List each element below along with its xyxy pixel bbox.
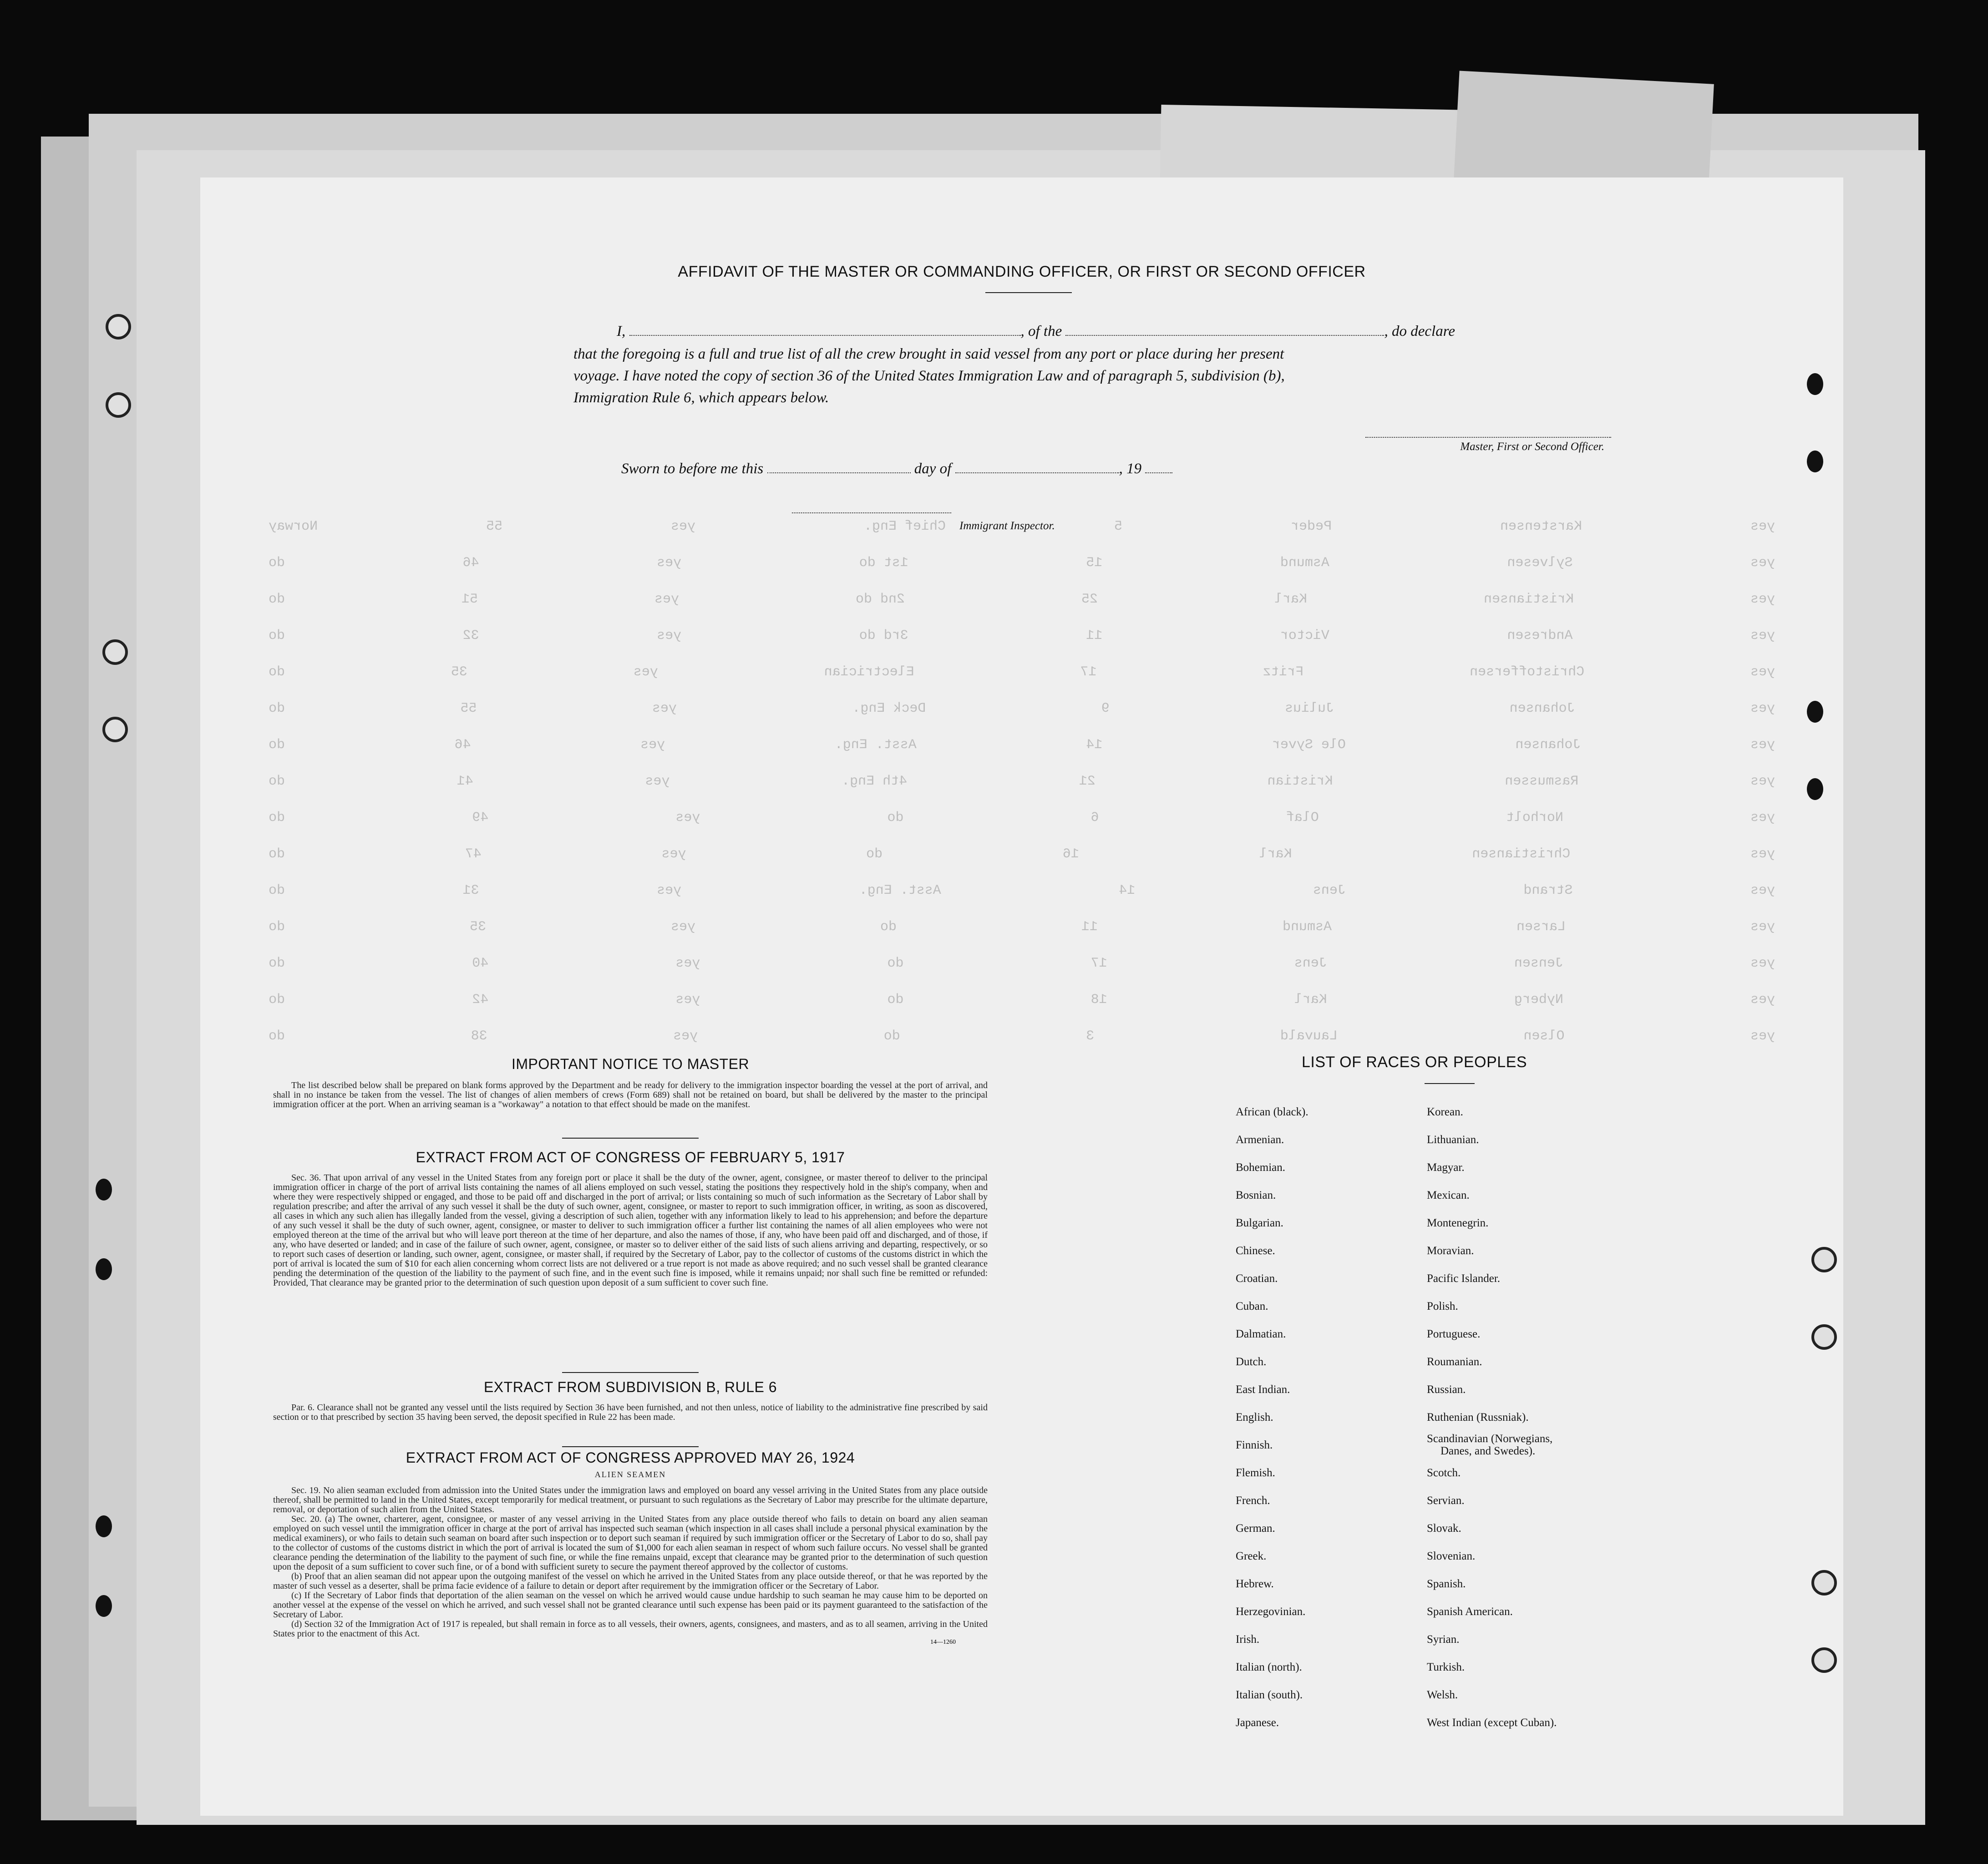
master-name-blank[interactable] — [629, 322, 1021, 336]
extract-1917-title: EXTRACT FROM ACT OF CONGRESS OF FEBRUARY 5, 1917 — [416, 1149, 845, 1165]
signature-caption: Master, First or Second Officer. — [1460, 441, 1604, 453]
back-sheet-top-corner — [1454, 71, 1714, 193]
inspector-caption: Immigrant Inspector. — [959, 520, 1055, 532]
sworn-prefix: Sworn to before me this — [621, 461, 764, 477]
race-item: Scotch. — [1427, 1467, 1461, 1479]
sworn-month-blank[interactable] — [955, 460, 1119, 473]
race-item: Flemish. — [1236, 1467, 1275, 1479]
sec20a-text: Sec. 20. (a) The owner, charterer, agent, consignee, or master of any vessel arriving in the United States from any place outside thereof who fails to detain on board any alien seaman employed on such vessel until the immigration officer in charge at the port of arrival has inspected such seaman (which inspection in all cases shall include a personal physical examination by the medical examiners), or who fails to detain such seaman on board after such inspection or to deport such seaman if required by such immigration officer or the Secretary of Labor to do so, shall pay to the collector of customs of the customs district in which the port of arrival is located the sum of $1,000 for each alien seaman in respect of whom such failure occurs. No vessel shall be granted clearance pending the determination of the liability to the payment of such fine, or while the fine remains unpaid, except that clearance may be granted prior to the determination of such question upon the deposit of a sum sufficient to cover such fine, or of a bond with sufficient surety to secure the payment thereof approved by the collector of customs. — [273, 1514, 988, 1572]
race-item: French. — [1236, 1494, 1270, 1507]
punch-hole — [1807, 451, 1823, 472]
extract-1924-section — [273, 1449, 988, 1646]
sworn-year-blank[interactable] — [1145, 460, 1172, 473]
declaration-i: I, — [617, 323, 626, 339]
sec20c-text: (c) If the Secretary of Labor finds that deportation of the alien seaman on the vessel on which he arrived would cause undue hardship to such seaman he may cause him to be deported on another vessel at the expense of the vessel on which he arrived, and such vessel shall not be granted clearance until such expense has been paid or its payment guaranteed to the satisfaction of the Secretary of Labor. — [273, 1590, 988, 1620]
sworn-day-of: day of — [914, 461, 952, 477]
punch-hole — [1811, 1247, 1837, 1272]
alien-seamen-subtitle: ALIEN SEAMEN — [594, 1470, 666, 1479]
race-item: Armenian. — [1236, 1134, 1284, 1146]
punch-hole — [1807, 701, 1823, 723]
bleed-through-text: yes Karstensen Peder 5 Chief Eng. yes 55 Norway yes Sylvesen Asmund 15 1st do yes 46 do yes Kristiansen Karl 25 2nd do yes 51 do yes Andresen Victor 11 3rd do yes 32 do yes Christoffersen Fritz 17 Electrician yes 35 do yes Johansen Julius 9 Deck Eng. yes 55 do yes Johansen Ole Syver 14 Asst. Eng. yes 46 do yes Rasmussen Kristian 21 4th Eng. yes 41 do yes Norholt Olaf 6 do yes 49 do yes Christiansen Karl 16 do yes 47 do yes Strand Jens 14 Asst. Eng. yes 31 do yes Larsen Asmund 11 do yes 35 do yes Jensen Jens 17 do yes 40 do yes Nyberg Karl 18 do yes 42 do yes Olsen Lauvald 3 do yes 38 do — [269, 519, 1775, 1044]
declaration-line-1 — [617, 322, 1455, 340]
declaration-do-declare: , do declare — [1384, 323, 1455, 339]
race-item: Italian (south). — [1236, 1689, 1303, 1701]
affidavit-title: AFFIDAVIT OF THE MASTER OR COMMANDING OFFICER, OR FIRST OR SECOND OFFICER — [678, 263, 1366, 280]
extract-1924-title: EXTRACT FROM ACT OF CONGRESS APPROVED MAY 26, 1924 — [406, 1449, 855, 1466]
punch-hole — [106, 392, 131, 418]
inspector-signature-line[interactable] — [792, 512, 951, 513]
form-page — [200, 177, 1843, 1816]
race-item: Japanese. — [1236, 1717, 1279, 1729]
punch-hole — [1811, 1570, 1837, 1596]
divider — [562, 1446, 699, 1447]
declaration-of-the: , of the — [1020, 323, 1062, 339]
punch-hole — [96, 1258, 112, 1280]
race-item: Roumanian. — [1427, 1356, 1482, 1368]
race-item: Finnish. — [1236, 1439, 1273, 1451]
punch-hole — [96, 1515, 112, 1537]
notice-text: The list described below shall be prepared on blank forms approved by the Department and be ready for delivery to the immigration inspector boarding the vessel at the port of arrival, and shall in no instance be taken from the vessel. The list of changes of alien members of crews (Form 689) shall not be retained on board, but shall be delivered by the master to the principal immigration officer at the port. When an arriving seaman is a "workaway" a notation to that effect should be made on the manifest. — [273, 1080, 988, 1109]
race-item: German. — [1236, 1522, 1275, 1535]
race-item: Montenegrin. — [1427, 1217, 1489, 1229]
race-item: Bohemian. — [1236, 1161, 1286, 1174]
race-item: Spanish American. — [1427, 1606, 1513, 1618]
declaration-line-3: voyage. I have noted the copy of section 36 of the United States Immigration Law and of paragraph 5, subdivision (b), — [573, 368, 1285, 384]
race-item: Welsh. — [1427, 1689, 1458, 1701]
race-item: Magyar. — [1427, 1161, 1465, 1174]
notice-section — [273, 1056, 988, 1109]
punch-hole — [102, 639, 128, 665]
race-item: Servian. — [1427, 1494, 1465, 1507]
extract-rule6-title: EXTRACT FROM SUBDIVISION B, RULE 6 — [483, 1379, 777, 1395]
race-item: Dalmatian. — [1236, 1328, 1286, 1340]
punch-hole — [1807, 778, 1823, 800]
race-item: Italian (north). — [1236, 1661, 1302, 1673]
punch-hole — [96, 1595, 112, 1617]
title-underline — [985, 292, 1072, 293]
race-item: Moravian. — [1427, 1245, 1474, 1257]
punch-hole — [1811, 1647, 1837, 1673]
race-item: Croatian. — [1236, 1272, 1278, 1285]
race-item: Herzegovinian. — [1236, 1606, 1306, 1618]
race-item: Greek. — [1236, 1550, 1267, 1562]
form-number: 14—1260 — [930, 1639, 956, 1646]
race-item: Hebrew. — [1236, 1578, 1274, 1590]
declaration-line-4: Immigration Rule 6, which appears below. — [573, 390, 829, 406]
extract-1917-text: Sec. 36. That upon arrival of any vessel in the United States from any foreign port or place it shall be the duty of the owner, agent, consignee, or master thereof to deliver to the principal immigration officer in charge of the port of arrival lists containing the names of all aliens employed on such vessel, stating the positions they respectively hold in the ship's company, when and where they were respectively shipped or engaged, and those to be paid off and discharged in the port of arrival; or lists containing so much of such information as the Secretary of Labor shall by regulation prescribe; and after the arrival of any such vessel it shall be the duty of such owner, agent, consignee, or master to report to such immigration officer, in writing, as soon as discovered, all cases in which any such alien has illegally landed from the vessel, giving a description of such alien, together with any information likely to lead to his apprehension; and before the departure of any such vessel it shall be the duty of such owner, agent, consignee, or master to deliver to such immigration officer a further list containing the names of all alien employees who were not employed thereon at the time of the arrival but who will leave port thereon at the time of her departure, and also the names of those, if any, who have been paid off and discharged, and of those, if any, who have deserted or landed; and in case of the failure of such owner, agent, consignee, or master so to deliver either of the said lists of such aliens arriving and departing, respectively, or so to report such cases of desertion or landing, such owner, agent, consignee, or master shall, if required by the Secretary of Labor, pay to the collector of customs of the customs district in which the port of arrival is located the sum of $10 for each alien concerning whom correct lists are not delivered or a true report is not made as above required; and no such vessel shall be granted clearance pending the determination of the question of the liability to the payment of such fine, and in the event such fine is imposed, while it remains unpaid; nor shall such fine be remitted or refunded: Provided, That clearance may be granted prior to the determination of such question upon deposit of a sum sufficient to cover such fine. — [273, 1173, 988, 1288]
punch-hole — [1811, 1324, 1837, 1350]
extract-rule6-text: Par. 6. Clearance shall not be granted any vessel until the lists required by Section 36 have been furnished, and not then unless, notice of liability to the administrative fine prescribed by said section or to that prescribed by section 35 having been served, the deposit specified in Rule 22 has been made. — [273, 1403, 988, 1422]
race-item: English. — [1236, 1411, 1273, 1423]
race-item: Syrian. — [1427, 1633, 1460, 1646]
race-item: Korean. — [1427, 1106, 1463, 1118]
race-item: Turkish. — [1427, 1661, 1465, 1673]
race-item: Pacific Islander. — [1427, 1272, 1501, 1285]
races-title-underline — [1425, 1083, 1475, 1084]
punch-hole — [96, 1179, 112, 1200]
race-item: Chinese. — [1236, 1245, 1275, 1257]
punch-hole — [1807, 373, 1823, 395]
divider — [562, 1138, 699, 1139]
race-item: West Indian (except Cuban). — [1427, 1717, 1557, 1729]
sec19-text: Sec. 19. No alien seaman excluded from admission into the United States under the immigration laws and employed on board any vessel arriving in the United States from any place outside thereof, shall be permitted to land in the United States, except temporarily for medical treatment, or pursuant to such regulations as the Secretary of Labor may prescribe for the ultimate departure, removal, or deportation of such alien from the United States. — [273, 1485, 988, 1514]
race-item: Ruthenian (Russniak). — [1427, 1411, 1529, 1423]
race-item: Bosnian. — [1236, 1189, 1276, 1201]
race-item: Slovenian. — [1427, 1550, 1476, 1562]
race-item: East Indian. — [1236, 1383, 1290, 1396]
race-item: Spanish. — [1427, 1578, 1466, 1590]
race-item: Irish. — [1236, 1633, 1260, 1646]
race-item: Russian. — [1427, 1383, 1466, 1396]
race-item: Bulgarian. — [1236, 1217, 1283, 1229]
divider — [562, 1372, 699, 1373]
sec20b-text: (b) Proof that an alien seaman did not appear upon the outgoing manifest of the vessel on which he arrived in the United States from any place outside thereof, or that he was reported by the master of such vessel as a deserter, shall be prima facie evidence of a failure to detain or deport after requirement by the immigration officer or the Secretary of Labor. — [273, 1571, 988, 1591]
punch-hole — [102, 717, 128, 742]
race-item: Scandinavian (Norwegians, Danes, and Swedes). — [1427, 1433, 1553, 1457]
race-item: Slovak. — [1427, 1522, 1461, 1535]
race-item: Portuguese. — [1427, 1328, 1481, 1340]
race-item: Polish. — [1427, 1300, 1458, 1312]
race-item: Dutch. — [1236, 1356, 1267, 1368]
race-item: African (black). — [1236, 1106, 1308, 1118]
declaration-line-2: that the foregoing is a full and true list of all the crew brought in said vessel from any port or place during her present — [573, 346, 1284, 362]
sworn-line — [621, 460, 1172, 477]
extract-rule6-section — [273, 1379, 988, 1422]
race-item: Cuban. — [1236, 1300, 1268, 1312]
race-item: Lithuanian. — [1427, 1134, 1479, 1146]
punch-hole — [106, 314, 131, 339]
notice-title: IMPORTANT NOTICE TO MASTER — [511, 1056, 750, 1072]
extract-1917-section — [273, 1149, 988, 1288]
sec20d-text: (d) Section 32 of the Immigration Act of 1917 is repealed, but shall remain in force as to all vessels, their owners, agents, consignees, and masters, and as to all seamen, arriving in the United States prior to the enactment of this Act. — [273, 1619, 988, 1639]
races-title: LIST OF RACES OR PEOPLES — [1302, 1054, 1527, 1071]
sworn-year: , 19 — [1119, 461, 1142, 477]
vessel-name-blank[interactable] — [1065, 322, 1384, 336]
race-item: Mexican. — [1427, 1189, 1470, 1201]
sworn-day-blank[interactable] — [767, 460, 911, 473]
signature-line[interactable] — [1365, 437, 1611, 438]
